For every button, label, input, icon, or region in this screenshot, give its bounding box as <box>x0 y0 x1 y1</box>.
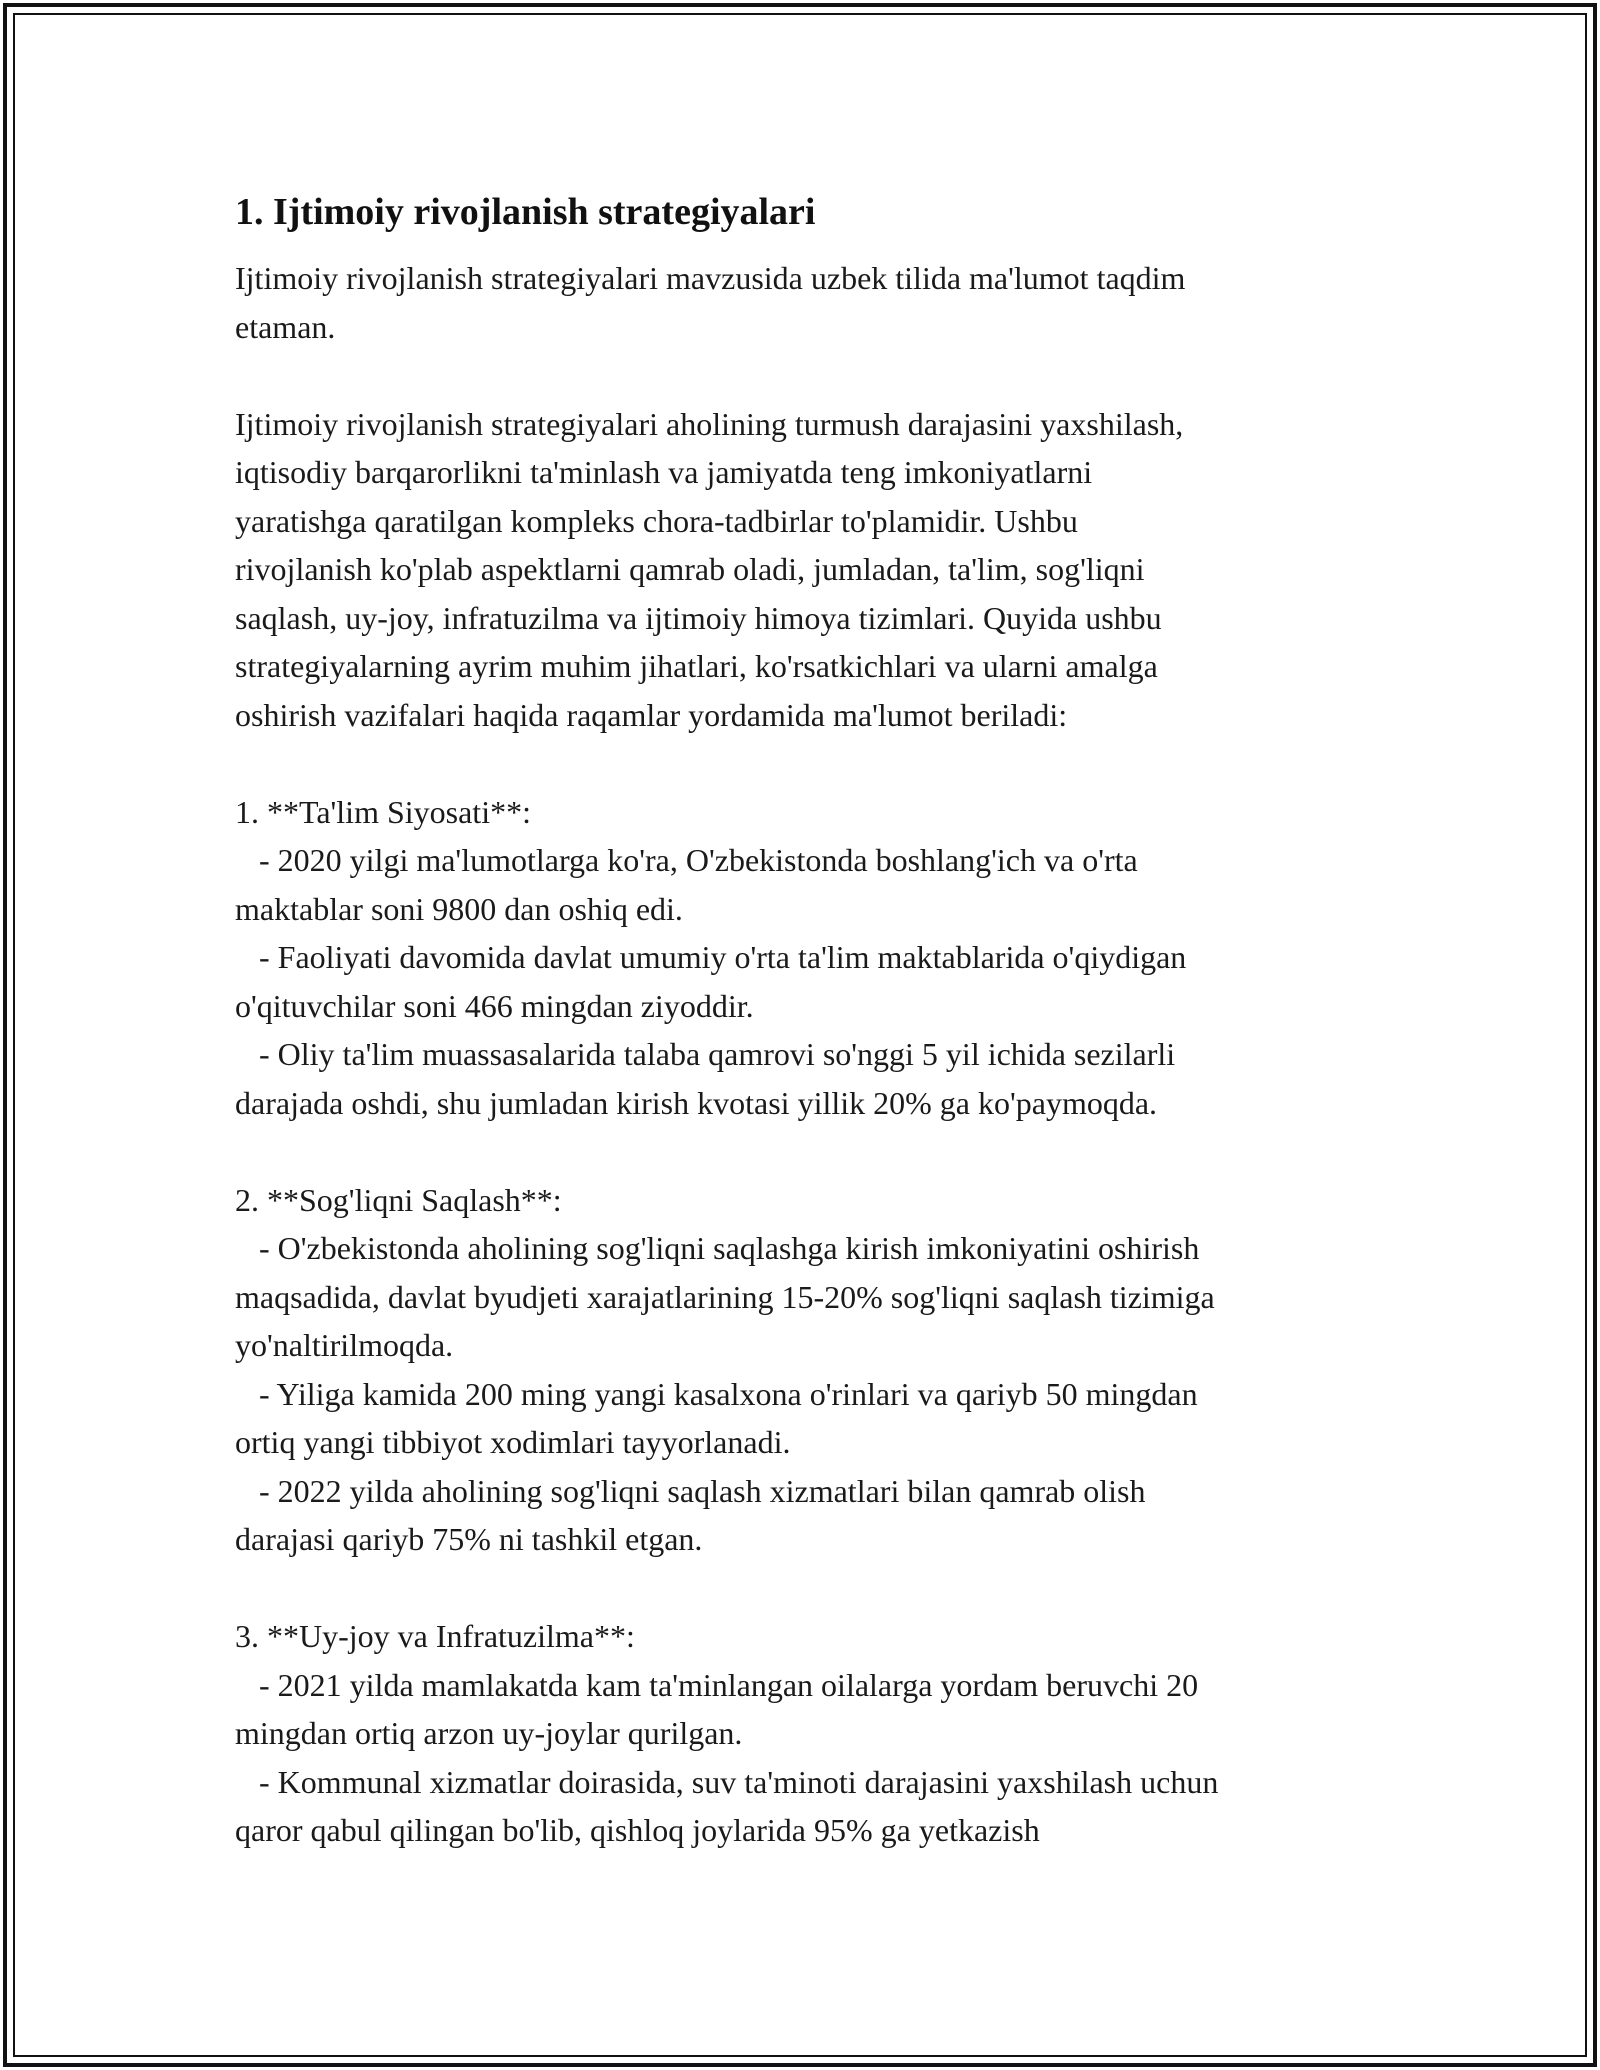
document-content <box>235 188 1395 1855</box>
document-body: Ijtimoiy rivojlanish strategiyalari mavzusida uzbek tilida ma'lumot taqdim etaman. Ijtimoiy rivojlanish strategiyalari aholining turmush darajasini yaxshilash, iqtisodiy barqarorlikni ta'minlash va jamiyatda teng imkoniyatlarni yaratishga qaratilgan kompleks chora-tadbirlar to'plamidir. Ushbu rivojlanish ko'plab aspektlarni qamrab oladi, jumladan, ta'lim, sog'liqni saqlash, uy-joy, infratuzilma va ijtimoiy himoya tizimlari. Quyida ushbu strategiyalarning ayrim muhim jihatlari, ko'rsatkichlari va ularni amalga oshirish vazifalari haqida raqamlar yordamida ma'lumot beriladi: 1. **Ta'lim Siyosati**: - 2020 yilgi ma'lumotlarga ko'ra, O'zbekistonda boshlang'ich va o'rta maktablar soni 9800 dan oshiq edi. - Faoliyati davomida davlat umumiy o'rta ta'lim maktablarida o'qiydigan o'qituvchilar soni 466 mingdan ziyoddir. - Oliy ta'lim muassasalarida talaba qamrovi so'nggi 5 yil ichida sezilarli darajada oshdi, shu jumladan kirish kvotasi yillik 20% ga ko'paymoqda. 2. **Sog'liqni Saqlash**: - O'zbekistonda aholining sog'liqni saqlashga kirish imkoniyatini oshirish maqsadida, davlat byudjeti xarajatlarining 15-20% sog'liqni saqlash tizimiga yo'naltirilmoqda. - Yiliga kamida 200 ming yangi kasalxona o'rinlari va qariyb 50 mingdan ortiq yangi tibbiyot xodimlari tayyorlanadi. - 2022 yilda aholining sog'liqni saqlash xizmatlari bilan qamrab olish darajasi qariyb 75% ni tashkil etgan. 3. **Uy-joy va Infratuzilma**: - 2021 yilda mamlakatda kam ta'minlangan oilalarga yordam beruvchi 20 mingdan ortiq arzon uy-joylar qurilgan. - Kommunal xizmatlar doirasida, suv ta'minoti darajasini yaxshilash uchun qaror qabul qilingan bo'lib, qishloq joylarida 95% ga yetkazish <box>235 260 1219 1848</box>
document-title: 1. Ijtimoiy rivojlanish strategiyalari <box>235 191 816 233</box>
